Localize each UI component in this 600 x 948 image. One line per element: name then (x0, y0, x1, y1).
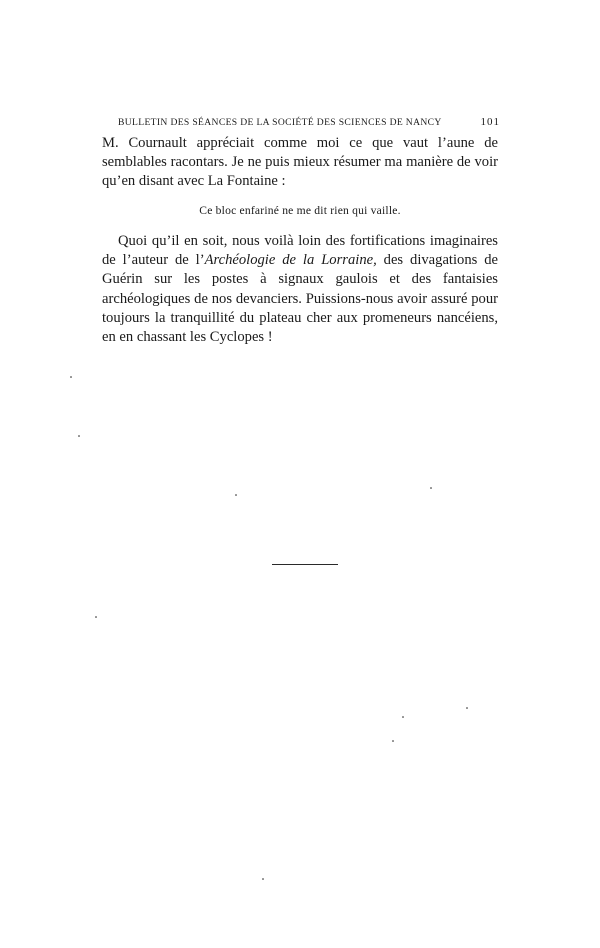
paragraph-2-end: des divagations de Guérin sur les postes à signaux gaulois et des fantaisies archéologiques de nos devanciers. Puissions-nous avoir assuré pour toujours la tranquillité du plateau cher aux promeneurs nancéiens, en en chassant les Cyclopes ! (102, 252, 498, 346)
paper-speck (402, 716, 404, 718)
paper-speck (78, 435, 80, 437)
page-number: 101 (480, 116, 500, 128)
paper-speck (70, 376, 72, 378)
paper-speck (262, 878, 264, 880)
paragraph-2 (102, 232, 498, 347)
running-head (118, 117, 500, 128)
book-title-italic: Archéologie de la Lorraine, (204, 252, 377, 269)
paragraph-2-start: Quoi qu’il en soit, nous voilà loin des fortifications imaginaires de l’auteur de l’ (102, 233, 498, 269)
paper-speck (95, 616, 97, 618)
paper-speck (430, 487, 432, 489)
paragraph-1: M. Cournault appréciait comme moi ce que vaut l’aune de semblables racontars. Je ne puis mieux résumer ma manière de voir qu’en disant avec La Fontaine : (102, 135, 498, 190)
verse-quote: Ce bloc enfariné ne me dit rien qui vaille. (199, 204, 401, 217)
end-rule (272, 564, 338, 565)
running-title: BULLETIN DES SÉANCES DE LA SOCIÉTÉ DES SCIENCES DE NANCY (118, 117, 442, 128)
body-text-top (102, 134, 498, 192)
paper-speck (235, 494, 237, 496)
paper-speck (392, 740, 394, 742)
paper-speck (466, 707, 468, 709)
